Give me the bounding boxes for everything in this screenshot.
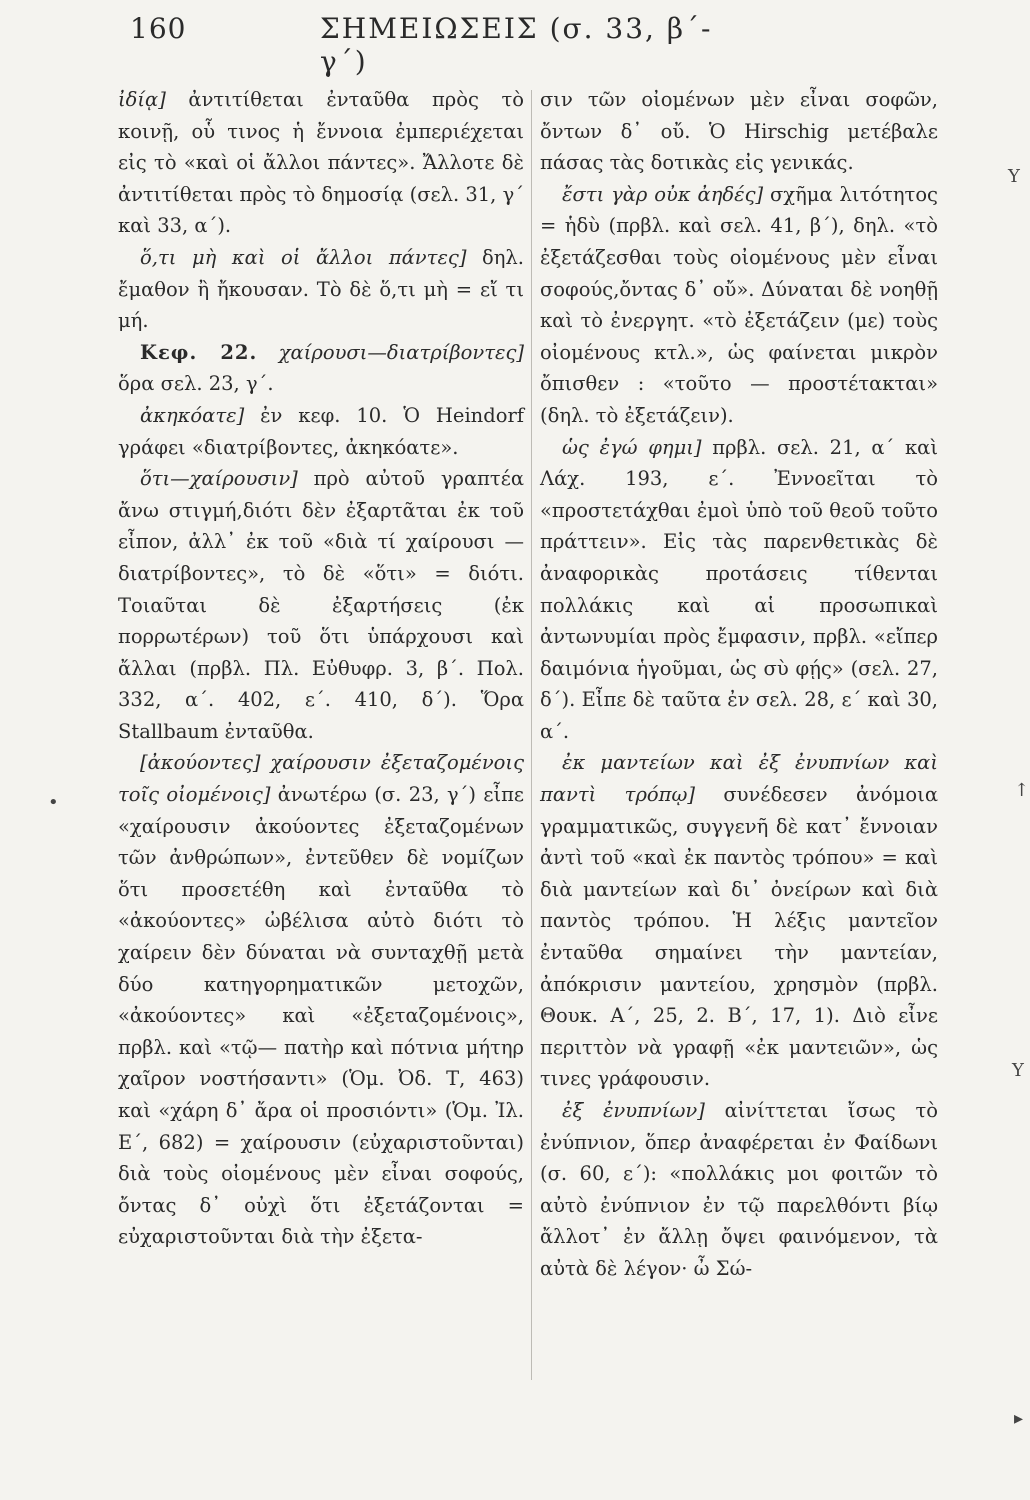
note-text: συνέδεσεν ἀνόμοια γραμματικῶς, συγγενῆ δὲ κατ᾽ ἔννοιαν ἀντὶ τοῦ «καὶ ἐκ παντὸς τρόπου» = καὶ διὰ μαντείων καὶ δι᾽ ὀνείρων καὶ διὰ παντὸς τρόπου. Ἡ λέξις μαντεῖον ἐνταῦθα σημαίνει τὴν μαντείαν, ἀπόκρισιν μαντείου, χρησμὸν (πρβλ. Θουκ. Α΄, 25, 2. Β΄, 17, 1). Διὸ εἶνε περιττὸν νὰ γραφῇ «ἐκ μαντειῶν», ὡς τινες γράφουσιν. [540,783,938,1091]
note-text: σιν τῶν οἰομένων μὲν εἶναι σοφῶν, ὄντων δ᾽ οὔ. Ὁ Hirschig μετέβαλε πάσας τὰς δοτικὰς εἰς γενικάς. [540,88,938,175]
note-text: δηλ. ἔμαθον ἢ ἤκουσαν. Τὸ δὲ ὅ,τι μὴ = εἴ τι μή. [118,245,524,333]
page-number: 160 [130,12,187,45]
note-lemma: ἐξ ἐνυπνίων] [562,1099,705,1122]
column-divider [531,90,532,1380]
note-paragraph [118,337,524,400]
left-column [118,84,524,1253]
note-paragraph [118,242,524,337]
note-text: ἀντιτίθεται ἐνταῦθα πρὸς τὸ κοινῇ, οὗ τινος ἡ ἔννοια ἐμπεριέχεται εἰς τὸ «καὶ οἱ ἄλλοι πάντες». Ἄλλοτε δὲ ἀντιτίθεται πρὸς τὸ δημοσίᾳ (σελ. 31, γ΄ καὶ 33, α΄). [118,88,524,238]
note-paragraph [118,84,524,242]
note-lemma: ἐκ μαντείων καὶ ἐξ ἐνυπνίων καὶ παντὶ τρόπῳ] [540,751,938,807]
note-paragraph [540,84,938,179]
note-text: αἰνίττεται ἴσως τὸ ἐνύπνιον, ὅπερ ἀναφέρεται ἐν Φαίδωνι (σ. 60, ε΄): «πολλάκις μοι φοιτῶν τὸ αὐτὸ ἐνύπνιον ἐν τῷ παρελθόντι βίῳ ἄλλοτ᾽ ἐν ἄλλῃ ὄψει φαινόμενον, τὰ αὐτὰ δὲ λέγον· ὦ Σώ- [540,1099,938,1280]
note-paragraph [118,747,524,1253]
note-text: πρὸ αὐτοῦ γραπτέα ἄνω στιγμή,διότι δὲν ἐξαρτᾶται ἐκ τοῦ εἶπον, ἀλλ᾽ ἐκ τοῦ «διὰ τί χαίρουσι — διατρίβοντες», τὸ δὲ «ὅτι» = διότι. Τοιαῦται δὲ ἐξαρτήσεις (ἐκ πορρωτέρων) τοῦ ὅτι ὑπάρχουσι καὶ ἄλλαι (πρβλ. Πλ. Εὐθυφρ. 3, β΄. Πολ. 332, α΄. 402, ε΄. 410, δ΄). Ὅρα Stallbaum ἐνταῦθα. [118,467,524,743]
note-paragraph [540,1095,938,1285]
note-paragraph [118,400,524,463]
margin-mark: ▸ [1014,1408,1024,1429]
running-header [130,12,750,78]
note-lemma: ἔστι γὰρ οὐκ ἀηδές] [562,182,764,206]
note-text: πρβλ. σελ. 21, α΄ καὶ Λάχ. 193, ε΄. Ἐννοεῖται τὸ «προστετάχθαι ἐμοὶ ὑπὸ τοῦ θεοῦ τοῦτο πράττειν». Εἰς τὰς παρενθετικὰς δὲ ἀναφορικὰς προτάσεις τίθενται πολλάκις καὶ αἱ προσωπικαὶ ἀντωνυμίαι πρὸς ἔμφασιν, πρβλ. «εἴπερ δαιμόνια ἡγοῦμαι, ὡς σὺ φῄς» (σελ. 27, δ΄). Εἶπε δὲ ταῦτα ἐν σελ. 28, ε΄ καὶ 30, α΄. [540,435,938,743]
note-paragraph [540,432,938,748]
note-lemma: χαίρουσι—διατρίβοντες] [257,340,524,364]
note-lemma: ὡς ἐγώ φημι] [562,435,702,459]
note-text: σχῆμα λιτότητος = ἡδὺ (πρβλ. καὶ σελ. 41, β΄), δηλ. «τὸ ἐξετάζεσθαι τοὺς οἰομένους μὲν εἶναι σοφούς,ὄντας δ᾽ οὔ». Δύναται δὲ νοηθῇ καὶ τὸ ἐνεργητ. «τὸ ἐξετάζειν (με) τοὺς οἰομένους κτλ.», ὡς φαίνεται μικρὸν ὄπισθεν : «τοῦτο — προστέτακται» (δηλ. τὸ ἐξετάζειν). [540,182,938,427]
note-lemma: ἀκηκόατε] [140,403,245,427]
note-lemma: [ἀκούοντες] χαίρουσιν ἐξεταζομένοις τοῖς οἰομένοις] [118,751,524,807]
margin-mark: ↑ [1014,780,1030,801]
note-paragraph [540,179,938,432]
chapter-marker: Κεφ. 22. [140,340,258,364]
running-title: ΣΗΜΕΙΩΣΕΙΣ (σ. 33, β΄-γ΄) [320,12,713,78]
margin-mark: • [48,792,59,813]
note-paragraph [118,463,524,747]
margin-mark: Y [1012,1060,1024,1081]
note-lemma: ὅ,τι μὴ καὶ οἱ ἄλλοι πάντες] [140,245,467,269]
note-paragraph [540,747,938,1095]
note-text: ἀνωτέρω (σ. 23, γ΄) εἶπε «χαίρουσιν ἀκούοντες ἐξεταζομένων τῶν ἀνθρώπων», ἐντεῦθεν δὲ νομίζων ὅτι προσετέθη καὶ ἐνταῦθα τὸ «ἀκούοντες» ὠβέλισα αὐτὸ διότι τὸ χαίρειν δὲν δύναται νὰ συνταχθῇ μετὰ δύο κατηγορηματικῶν μετοχῶν, «ἀκούοντες» καὶ «ἐξεταζομένοις», πρβλ. καὶ «τῷ— πατὴρ καὶ πότνια μήτηρ χαῖρον νοστήσαντι» (Ὁμ. Ὀδ. Τ, 463) καὶ «χάρη δ᾽ ἄρα οἱ προσιόντι» (Ὁμ. Ἰλ. Ε΄, 682) = χαίρουσιν (εὐχαριστοῦνται) διὰ τοὺς οἰομένους μὲν εἶναι σοφούς, ὄντας δ᾽ οὐχὶ ὅτι ἐξετάζονται = εὐχαριστοῦνται διὰ τὴν ἐξετα- [118,783,525,1249]
margin-mark: Y [1008,166,1020,187]
note-text: ὅρα σελ. 23, γ΄. [118,372,274,396]
right-column [540,84,938,1285]
note-text: ἐν κεφ. 10. Ὁ Heindorf γράφει «διατρίβοντες, ἀκηκόατε». [118,403,524,459]
note-lemma: ἰδίᾳ] [118,88,166,111]
note-lemma: ὅτι—χαίρουσιν] [140,467,298,491]
